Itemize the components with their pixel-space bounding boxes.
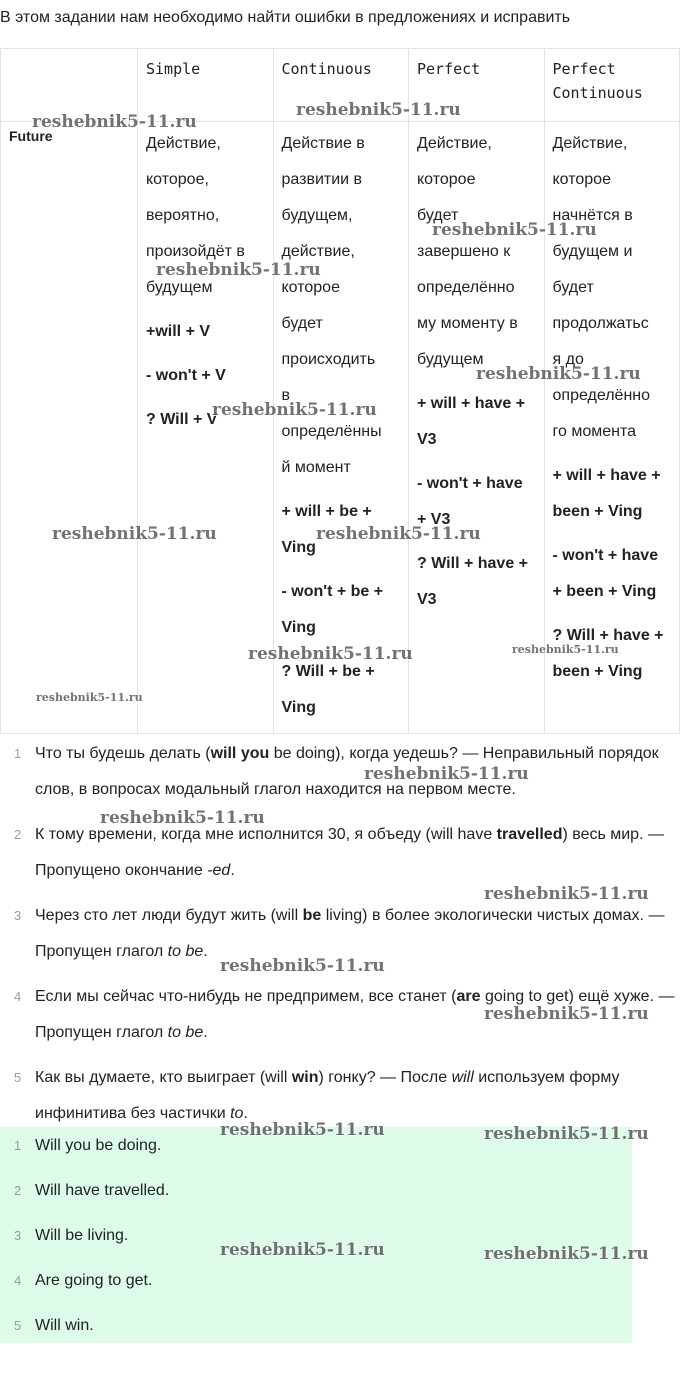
cell-text-line: Действие, <box>417 135 492 152</box>
formula: ? Will + have + been + Ving <box>552 627 664 680</box>
watermark: reshebnik5-11.ru <box>484 1004 649 1024</box>
list-item: 3 Will be living. <box>14 1227 129 1244</box>
list-item: 4 Are going to get. <box>14 1272 153 1289</box>
table-row-future <box>1 122 680 734</box>
cell-text-line: продолжатьс <box>552 315 649 332</box>
cell-future-perfect <box>409 122 545 734</box>
formula: - won't + V <box>146 367 226 384</box>
cell-text-line: развитии в <box>281 171 363 188</box>
cell-text-line: начнётся в <box>552 207 633 224</box>
cell-text-line: будущем <box>417 351 484 368</box>
cell-future-perfect-continuous <box>544 122 680 734</box>
watermark: reshebnik5-11.ru <box>212 400 377 420</box>
watermark: reshebnik5-11.ru <box>248 644 413 664</box>
cell-text-line: которое <box>417 171 476 188</box>
list-item: 1 Will you be doing. <box>14 1137 162 1154</box>
cell-text-line: будущем и <box>552 243 633 260</box>
watermark: reshebnik5-11.ru <box>316 524 481 544</box>
watermark: reshebnik5-11.ru <box>100 808 265 828</box>
watermark: reshebnik5-11.ru <box>512 643 619 656</box>
list-item: 2 Will have travelled. <box>14 1182 170 1199</box>
cell-text-line: определённо <box>417 279 515 296</box>
watermark: reshebnik5-11.ru <box>156 260 321 280</box>
formula: - won't + have + V3 <box>417 475 523 528</box>
header-perfect: Perfect <box>409 49 545 122</box>
cell-text-line: будущем, <box>281 207 353 224</box>
cell-text-line: определённо <box>552 387 651 404</box>
watermark: reshebnik5-11.ru <box>484 1124 649 1144</box>
watermark: reshebnik5-11.ru <box>220 1120 385 1140</box>
cell-text-line: му моменту в <box>417 315 518 332</box>
watermark: reshebnik5-11.ru <box>432 220 597 240</box>
header-perfect-continuous-label: Perfect Continuous <box>552 60 643 102</box>
watermark: reshebnik5-11.ru <box>484 1244 649 1264</box>
list-item: 3 Через сто лет люди будут жить (will be living) в более экологически чистых домах. — Пропущен глагол to be. <box>14 907 665 960</box>
formula: + will + have + V3 <box>417 395 526 448</box>
cell-text-line: которое, <box>146 171 209 188</box>
cell-text-line: вероятно, <box>146 207 220 224</box>
watermark: reshebnik5-11.ru <box>220 956 385 976</box>
cell-text-line: происходить <box>281 351 376 368</box>
header-continuous: Continuous <box>273 49 409 122</box>
list-item: 5 Как вы думаете, кто выиграет (will win) гонку? — После will используем форму инфинитива без частички to. <box>14 1069 620 1122</box>
list-item: 5 Will win. <box>14 1317 94 1334</box>
cell-future-simple <box>138 122 274 734</box>
list-item: 2 К тому времени, когда мне исполнится 30, я объеду (will have travelled) весь мир. — Пропущено окончание -ed. <box>14 826 664 879</box>
cell-text-line: будущем <box>146 279 213 296</box>
cell-text-line: произойдёт в <box>146 243 245 260</box>
watermark: reshebnik5-11.ru <box>32 112 197 132</box>
cell-text-line: го момента <box>552 423 637 440</box>
cell-future-continuous <box>273 122 409 734</box>
formula: - won't + have + been + Ving <box>552 547 659 600</box>
list-item: 1 Что ты будешь делать (will you be doing), когда уедешь? — Неправильный порядок слов, в вопросах модальный глагол находится на первом месте. <box>14 745 659 798</box>
formula: ? Will + V <box>146 411 218 428</box>
list-item: 4 Если мы сейчас что-нибудь не предпримем, все станет (are going to get) ещё хуже. — Пропущен глагол to be. <box>14 988 675 1041</box>
cell-text-line: которое <box>281 279 340 296</box>
row-label-future: Future <box>1 122 138 734</box>
cell-text-line: в <box>281 387 290 404</box>
cell-text-line: определённы <box>281 423 382 440</box>
cell-text-line: Действие в <box>281 135 365 152</box>
explanations-list <box>0 736 680 1132</box>
formula: +will + V <box>146 323 211 340</box>
intro-text: В этом задании нам необходимо найти ошибки в предложениях и исправить <box>0 9 571 26</box>
watermark: reshebnik5-11.ru <box>220 1240 385 1260</box>
watermark: reshebnik5-11.ru <box>52 524 217 544</box>
watermark: reshebnik5-11.ru <box>36 691 143 704</box>
header-empty-cell <box>1 49 138 122</box>
cell-text-line: действие, <box>281 243 355 260</box>
cell-text-line: Действие, <box>552 135 628 152</box>
answers-box <box>0 1127 632 1343</box>
header-perfect-continuous <box>544 49 680 122</box>
formula: ? Will + be + Ving <box>281 663 375 716</box>
cell-text-line: будет <box>417 207 459 224</box>
watermark: reshebnik5-11.ru <box>484 884 649 904</box>
cell-text-line: будет <box>552 279 594 296</box>
watermark: reshebnik5-11.ru <box>296 100 461 120</box>
future-tenses-table <box>0 48 680 734</box>
cell-text-line: Действие, <box>146 135 221 152</box>
formula: ? Will + have + V3 <box>417 555 529 608</box>
formula: + will + have + been + Ving <box>552 467 661 520</box>
cell-text-line: будет <box>281 315 323 332</box>
cell-text-line: которое <box>552 171 611 188</box>
cell-text-line: завершено к <box>417 243 511 260</box>
watermark: reshebnik5-11.ru <box>364 764 529 784</box>
formula: - won't + be + Ving <box>281 583 384 636</box>
header-simple: Simple <box>138 49 274 122</box>
cell-text-line: я до <box>552 351 584 368</box>
cell-text-line: й момент <box>281 459 351 476</box>
watermark: reshebnik5-11.ru <box>476 364 641 384</box>
formula: + will + be + Ving <box>281 503 372 556</box>
